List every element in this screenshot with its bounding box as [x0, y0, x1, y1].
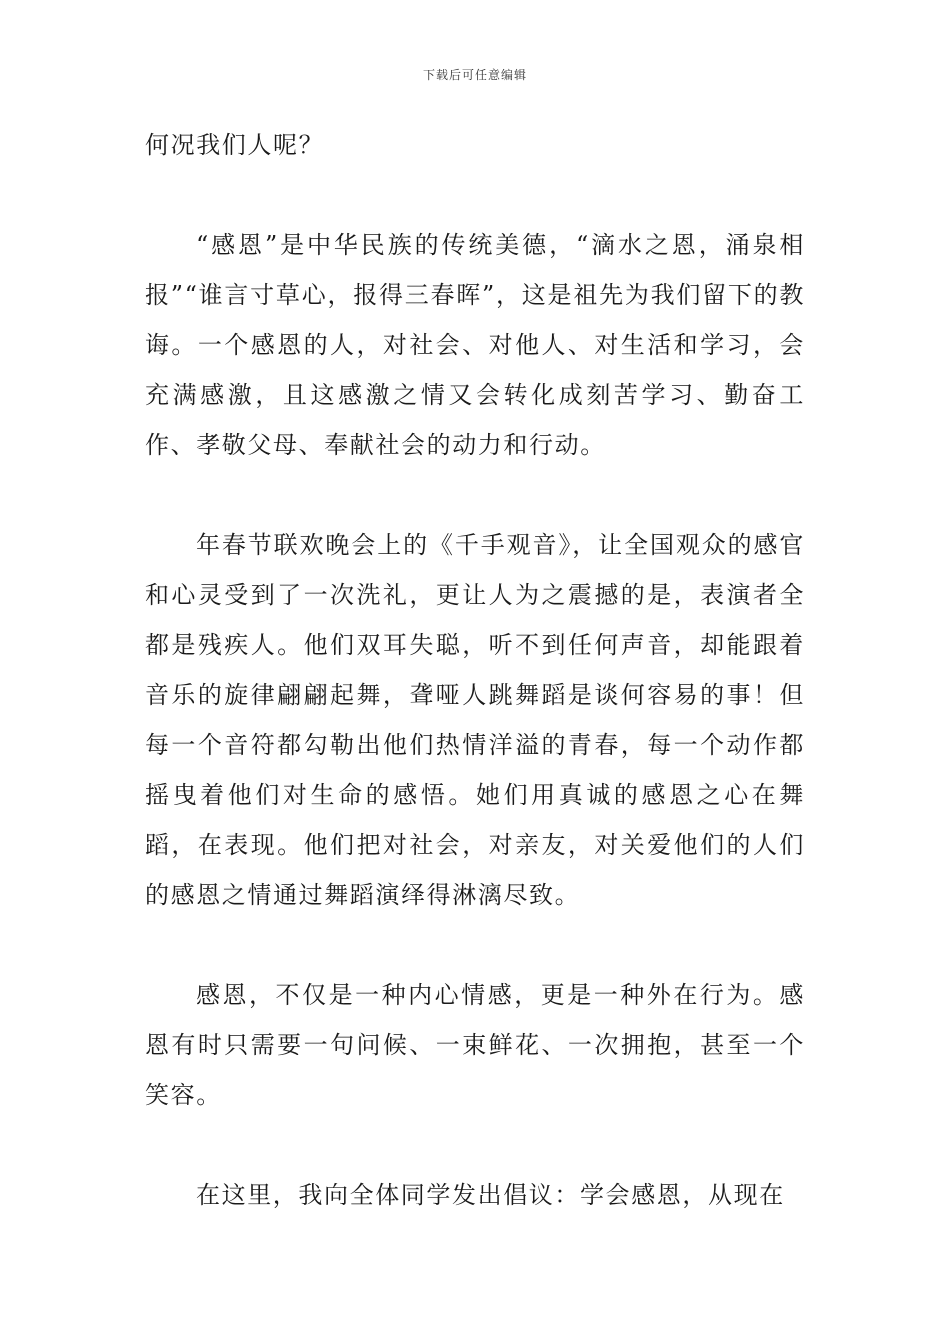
header-note: 下载后可任意编辑 — [422, 68, 527, 82]
paragraph-spacer — [145, 1120, 805, 1170]
paragraph-spacer — [145, 920, 805, 970]
paragraph-1: 何况我们人呢？ — [145, 131, 325, 159]
paragraph-2: “感恩”是中华民族的传统美德，“滴水之恩，涌泉相报”“谁言寸草心，报得三春晖”，这是祖先为我们留下的教诲。一个感恩的人，对社会、对他人、对生活和学习，会充满感激，且这感激之情又会转化成刻苦学习、勤奋工作、孝敬父母、奉献社会的动力和行动。 — [145, 231, 805, 459]
body-text — [145, 120, 805, 1220]
paragraph-3: 年春节联欢晚会上的《千手观音》，让全国观众的感官和心灵受到了一次洗礼，更让人为之震撼的是，表演者全都是残疾人。他们双耳失聪，听不到任何声音，却能跟着音乐的旋律翩翩起舞，聋哑人跳舞蹈是谈何容易的事！但每一个音符都勾勒出他们热情洋溢的青春，每一个动作都摇曳着他们对生命的感悟。她们用真诚的感恩之心在舞蹈，在表现。他们把对社会，对亲友，对关爱他们的人们的感恩之情通过舞蹈演绎得淋漓尽致。 — [145, 531, 805, 909]
paragraph-5: 在这里，我向全体同学发出倡议：学会感恩，从现在 — [196, 1181, 785, 1209]
paragraph-spacer — [145, 470, 805, 520]
paragraph-spacer — [145, 170, 805, 220]
paragraph-4: 感恩，不仅是一种内心情感，更是一种外在行为。感恩有时只需要一句问候、一束鲜花、一次拥抱，甚至一个笑容。 — [145, 981, 805, 1109]
